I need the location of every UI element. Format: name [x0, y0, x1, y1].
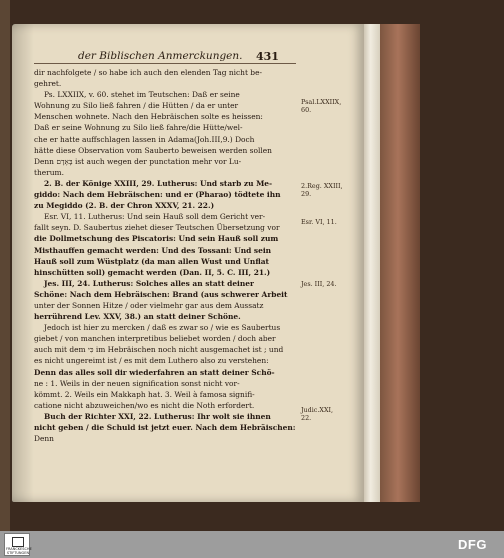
left-page-edge [0, 0, 10, 531]
dfg-logo[interactable]: DFG [458, 537, 487, 552]
text-line: nicht geben / die Schuld ist jetzt euer. Nach dem Hebräischen: [34, 423, 296, 432]
margin-note: Jes. III, 24. [301, 280, 337, 288]
text-line: die Dollmetschung des Piscatoris: Und sein Hauß soll zum [34, 234, 279, 244]
margin-note: 29. [301, 190, 312, 198]
text-line: che er hatte auffschlagen lassen in Adama(Joh.III,9.) Doch [34, 134, 255, 144]
margin-note: 60. [301, 106, 312, 114]
margin-note: Esr. VI, 11. [301, 218, 337, 226]
text-line: 2. B. der Könige XXIII, 29. Lutherus: Und starb zu Me- [44, 178, 273, 188]
text-line: Misthauffen gemacht werden: Und des Tossani: Und sein [34, 245, 272, 255]
header-rule [34, 63, 296, 64]
text-line: Buch der Richter XXI, 22. Lutherus: Ihr wolt sie ihnen [44, 411, 271, 421]
text-line: hätte diese Observation vom Sauberto beweisen werden sollen [34, 145, 272, 155]
text-line: fallt seyn. D. Saubertus ziehet dieser Teutschen Übersetzung vor [34, 223, 280, 233]
logo-text: FRANCKESCHE STIFTUNGEN [6, 547, 32, 555]
text-line: giddo: Nach dem Hebräischen: und er (Pharao) tödtete ihn [34, 190, 281, 200]
page-body-text [34, 67, 296, 444]
text-line: Wohnung zu Silo ließ fahren / die Hütten / da er unter [34, 101, 239, 111]
margin-note: 2.Reg. XXIII, [301, 182, 343, 190]
logo-emblem-icon [12, 537, 24, 547]
text-line: catione nicht abzuweichen/wo es nicht die Noth erfordert. [34, 400, 255, 410]
text-line: kömmt. 2. Weils ein Makkaph hat. 3. Weil à famosa signifi- [34, 389, 255, 399]
text-line: herrührend Lev. XXV, 38.) an statt deiner Schöne. [34, 312, 241, 322]
text-line: gehret. [34, 79, 62, 89]
text-line: Denn [34, 434, 54, 444]
text-line: Schöne: Nach dem Hebräischen: Brand (aus schwerer Arbeit [34, 289, 288, 299]
viewer-footer-bar [0, 531, 504, 558]
text-line: Denn בָּאָדָם ist auch wegen der punctation mehr vor Lu- [34, 156, 242, 166]
text-line: dir nachfolgete / so habe ich auch den elenden Tag nicht be- [34, 68, 262, 77]
text-line: giebet / von manchen interpretibus beliebet worden / doch aber [34, 334, 276, 344]
margin-note: Judic.XXI, [301, 406, 334, 414]
text-line: unter der Sonnen Hitze / oder vielmehr gar aus dem Aussatz [34, 300, 264, 310]
text-line: hinschütten soll) gemacht werden (Dan. II, 5. C. III, 21.) [34, 267, 271, 277]
text-line: ne : 1. Weils in der neuen signification sonst nicht vor- [34, 378, 240, 388]
text-line: auch mit dem כִּי im Hebräischen noch nicht ausgemachet ist ; und [34, 345, 284, 355]
page-stack-edge [364, 24, 380, 502]
text-line: Denn das alles soll dir wiederfahren an statt deiner Schö- [34, 367, 275, 377]
text-line: es nicht ungereimt ist / es mit dem Luthero also zu verstehen: [34, 356, 269, 366]
text-line: Daß er seine Wohnung zu Silo ließ fahre/die Hütte/wel- [34, 123, 243, 133]
margin-note: 22. [301, 414, 312, 422]
running-header: der Biblischen Anmerckungen. [78, 50, 243, 62]
text-line: Jedoch ist hier zu mercken / daß es zwar so / wie es Saubertus [44, 323, 281, 333]
text-line: zu Megiddo (2. B. der Chron XXXV, 21. 22.) [34, 201, 215, 211]
text-line: Hauß soll zum Wüstplatz (da man allen Wust und Unflat [34, 256, 269, 266]
page-gutter-shadow [12, 24, 34, 502]
book-cover-board [380, 24, 420, 502]
text-line: Esr. VI, 11. Lutherus: Und sein Hauß soll dem Gericht ver- [44, 212, 266, 222]
text-line: therum. [34, 167, 64, 177]
text-line: Menschen wohnete. Nach den Hebräischen solte es heissen: [34, 112, 263, 122]
page-number: 431 [256, 50, 279, 63]
institution-logo[interactable] [4, 533, 30, 556]
margin-note: Psal.LXXIIX, [301, 98, 342, 106]
text-line: Jes. III, 24. Lutherus: Solches alles an statt deiner [44, 278, 254, 288]
text-line: Ps. LXXIIX, v. 60. stehet im Teutschen: Daß er seine [44, 90, 240, 100]
